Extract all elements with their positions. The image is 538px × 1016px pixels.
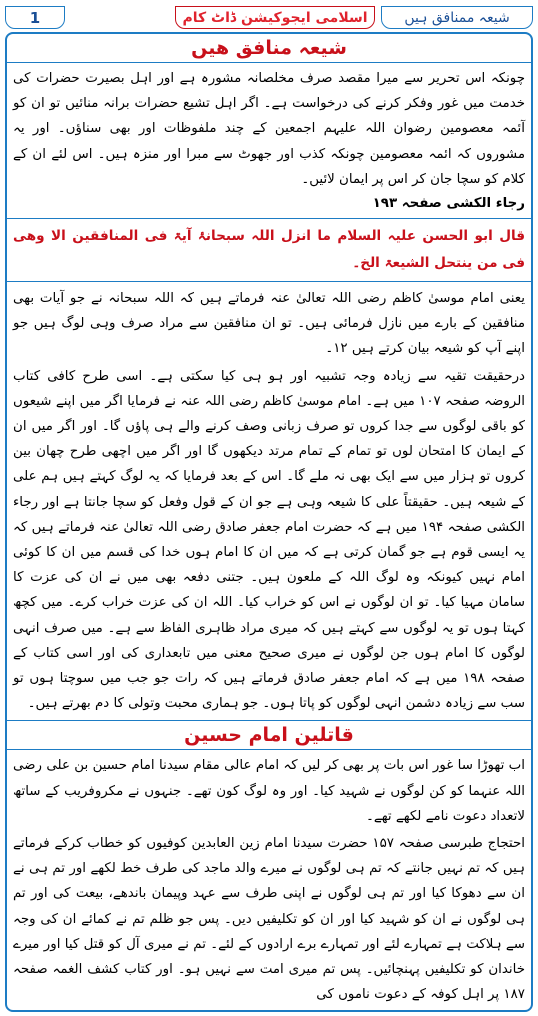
paragraph-3: درحقیقت تقیہ سے زیادہ وجہ تشبیہ اور ہو ہی کیا سکتی ہے۔ اسی طرح کافی کتاب الروضہ صفحہ ۱۰۷ میں ہے۔ امام موسیٰ کاظم رضی اللہ عنہ نے فرمایا اگر میں اپنے شیعوں کو باقی لوگوں سے جدا کروں تو صرف زبانی وصف کرنے والے ہی پاؤں گا۔ اور اگر میں ان کے ایمان کا امتحان لوں تو تمام کے تمام مرتد دیکھوں گا اور اگر میں اچھی طرح چھان بین کروں تو ہزار میں سے ایک بھی نہ ملے گا۔ اس کے بعد فرمایا کہ یہ لوگ کہتے ہیں ہم علی کے شیعہ ہیں۔ حقیقتاً علی کا شیعہ وہی ہے جو ان کے قول وفعل کو سچا جانتا ہے اور رجاء الکشی صفحہ ۱۹۴ میں ہے کہ حضرت امام جعفر صادق رضی اللہ تعالیٰ عنہ فرماتے ہیں کہ یہ ایسی قوم ہے جو گمان کرتی ہے کہ میں ان کا امام ہوں خدا کی قسم میں ان کا کوئی امام نہیں کیونکہ وہ لوگ اللہ کے ملعون ہیں۔ جتنی دفعہ بھی میں نے ان کی عزت کا سامان مہیا کیا۔ تو ان لوگوں نے اس کو خراب کیا۔ اللہ ان کی عزت خراب کرے۔ میں کچھ کہتا ہوں تو یہ لوگوں سے کہتے ہیں کہ میری مراد ظاہری الفاظ سے ہے۔ میں صرف انہی لوگوں کا امام ہوں جن لوگوں نے میری صحیح معنی میں تابعداری کی اور اسی کتاب کے صفحہ ۱۹۸ میں ہے کہ امام جعفر صادق فرماتے ہیں کہ رات جو جب میں سوچتا ہوں تو سب سے زیادہ دشمن انہی لوگوں کو پاتا ہوں۔ جو ہماری محبت وتولی کا دم بھرتے ہیں۔ (13, 368, 526, 712)
content-frame (5, 32, 533, 1012)
page-number-tab: 1 (5, 6, 65, 29)
paragraph-1: چونکہ اس تحریر سے میرا مقصد صرف مخلصانہ مشورہ ہے اور اہل بصیرت حضرات کی خدمت میں غور وفکر کرنے کی درخواست ہے۔ اگر اہل تشیع حضرات برانہ منائیں تو ان کو آئمہ معصومین رضوان اللہ علیہم اجمعین کے چند ملفوظات اور بھی سناؤں۔ اور یہ مشوروں کہ ائمہ معصومین چونکہ کذب اور جھوٹ سے مبرا اور منزہ ہیں۔ اس لئے ان کے کلام کو سچا جان کر اس پر ایمان لائیں۔ (13, 71, 525, 187)
site-name-tab[interactable]: اسلامی ایجوکیشن ڈاٹ کام (175, 6, 375, 29)
page-title-tab: شیعہ ممنافق ہیں (381, 6, 533, 29)
paragraph-2: یعنی امام موسیٰ کاظم رضی اللہ تعالیٰ عنہ فرماتے ہیں کہ اللہ سبحانہ نے جو آیات بھی منافقین کے بارے میں نازل فرمائی ہیں۔ تو ان منافقین سے مراد صرف وہی لوگ ہیں جو اپنے آپ کو شیعہ بیان کرتے ہیں ۱۲۔ (13, 291, 525, 357)
section-title-2: قاتلین امام حسین (7, 720, 531, 750)
paragraph-4: اب تھوڑا سا غور اس بات پر بھی کر لیں کہ امام عالی مقام سیدنا امام حسین بن علی رضی اللہ عنہما کو کن لوگوں نے شہید کیا۔ اور وہ لوگ کون تھے۔ جنہوں نے مکروفریب کے ساتھ لاتعداد دعوت نامے لکھے تھے۔ (13, 758, 525, 824)
paragraph-5: احتجاج طبرسی صفحہ ۱۵۷ حضرت سیدنا امام زین العابدین کوفیوں کو خطاب کرکے فرماتے ہیں کہ تم نہیں جانتے کہ تم ہی لوگوں نے میرے والد ماجد کی طرف خط لکھے اور تم ہی نے ان سے دھوکا کیا اور تم ہی لوگوں نے اپنی طرف سے عہد وپیمان باندھے، بیعت کی اور تم ہی لوگوں نے ان کو شہید کیا اور ان کو تکلیفیں دیں۔ پس جو ظلم تم نے کمائے ان کی وجہ سے ہلاکت ہے تمہارے لئے اور تمہارے برے ارادوں کے لئے۔ تم نے میری آل کو قتل کیا اور میرے خاندان کو تکلیفیں پہنچائیں۔ پس تم میری امت سے نہیں ہو۔ اور کتاب کشف الغمہ صفحہ ۱۸۷ پر اہل کوفہ کے دعوت ناموں کی (13, 836, 525, 1003)
section-title-1: شیعہ منافق ھیں (7, 36, 531, 63)
reference-1: رجاء الکشی صفحہ ۱۹۳ (372, 196, 525, 212)
arabic-quote: قال ابو الحسن علیہ السلام ما انزل اللہ سبحانۂ آیۃ فی المنافقین الا وھی فی من ینتحل الشیعۃ الخ۔ (7, 218, 531, 282)
top-header-bar (5, 4, 533, 32)
